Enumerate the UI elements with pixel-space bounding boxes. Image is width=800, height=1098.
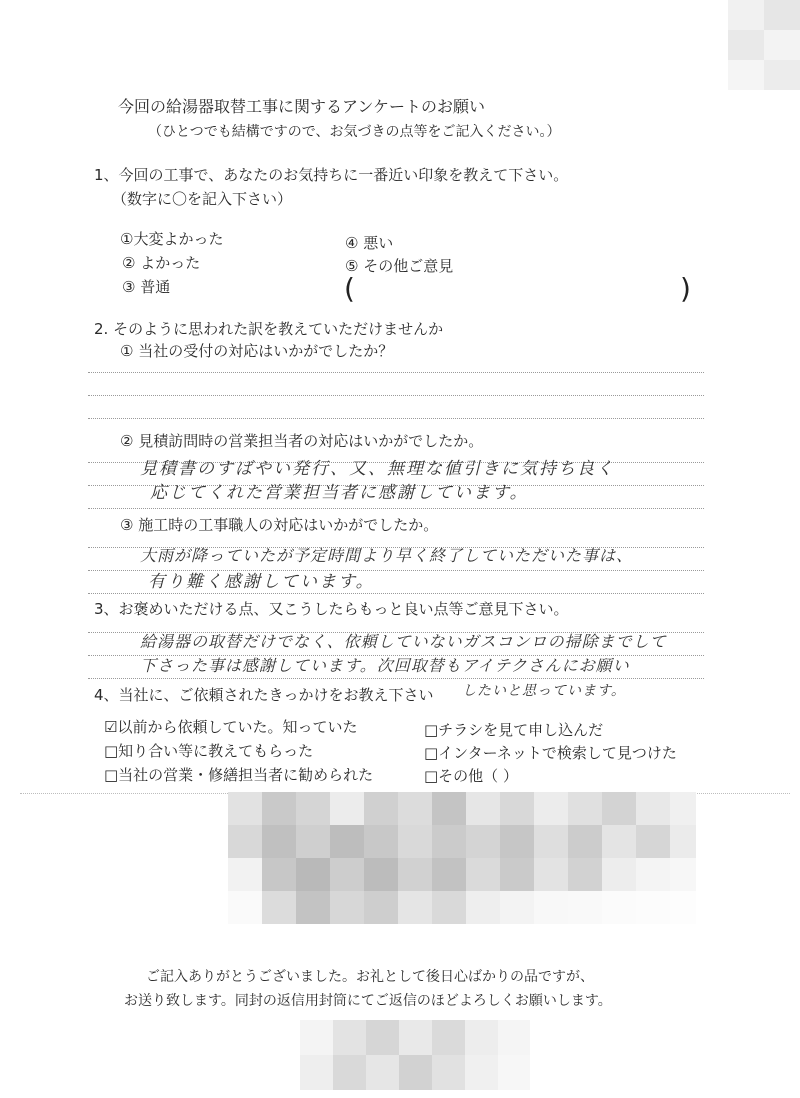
redacted-mosaic-bottom xyxy=(300,1020,530,1090)
q1-option-3[interactable]: ③ 普通 xyxy=(122,278,171,296)
answer-line xyxy=(88,395,704,396)
q3-answer-line2: 下さった事は感謝しています。次回取替もアイテクさんにお願い xyxy=(140,656,630,675)
q2-sub3-answer-line1: 大雨が降っていたが予定時間より早く終了していただいた事は、 xyxy=(140,546,634,565)
q4-option-flyer[interactable]: □チラシを見て申し込んだ xyxy=(424,721,604,739)
answer-line xyxy=(88,678,704,679)
q4-option-referral[interactable]: □知り合い等に教えてもらった xyxy=(104,742,314,760)
q1-question: 1、今回の工事で、あなたのお気持ちに一番近い印象を教えて下さい。 xyxy=(94,166,569,184)
q1-instruction: （数字に〇を記入下さい） xyxy=(112,190,293,208)
redacted-corner xyxy=(728,0,800,90)
survey-title: 今回の給湯器取替工事に関するアンケートのお願い xyxy=(118,97,486,116)
q2-sub3: ③ 施工時の工事職人の対応はいかがでしたか。 xyxy=(120,516,439,534)
q1-option-1[interactable]: ①大変よかった xyxy=(120,230,224,248)
q2-question: 2. そのように思われた訳を教えていただけませんか xyxy=(94,320,444,338)
q2-sub1: ① 当社の受付の対応はいかがでしたか？ xyxy=(120,342,394,360)
footer-line1: ご記入ありがとうございました。お礼として後日心ばかりの品ですが、 xyxy=(146,969,594,985)
q4-option-sales-rep[interactable]: □当社の営業・修繕担当者に勧められた xyxy=(104,766,374,784)
footer-line2: お送り致します。同封の返信用封筒にてご返信のほどよろしくお願いします。 xyxy=(124,993,612,1009)
q4-option-other[interactable]: □その他（ ） xyxy=(424,767,518,785)
q3-question: 3、お褒めいただける点、又こうしたらもっと良い点等ご意見下さい。 xyxy=(94,600,569,618)
q1-option-5[interactable]: ⑤ その他ご意見 xyxy=(345,257,454,275)
q2-sub2-answer-line1: 見積書のすばやい発行、又、無理な値引きに気持ち良く xyxy=(140,459,615,479)
survey-subtitle: （ひとつでも結構ですので、お気づきの点等をご記入ください。） xyxy=(148,124,561,140)
q1-option-4[interactable]: ④ 悪い xyxy=(345,234,394,252)
q1-other-paren-close: ) xyxy=(680,272,691,305)
q1-other-paren-open: ( xyxy=(344,272,355,305)
q2-sub2: ② 見積訪問時の営業担当者の対応はいかがでしたか。 xyxy=(120,432,484,450)
q2-sub3-answer-line2: 有り難く感謝しています。 xyxy=(148,572,375,592)
q4-option-internet[interactable]: □インターネットで検索して見つけた xyxy=(424,744,677,762)
q3-answer-line1: 給湯器の取替だけでなく、依頼していないガスコンロの掃除までして xyxy=(140,632,667,651)
redacted-mosaic xyxy=(228,792,696,924)
q2-sub2-answer-line2: 応じてくれた営業担当者に感謝しています。 xyxy=(150,483,529,503)
q3-answer-line3: したいと思っています。 xyxy=(462,683,626,699)
q1-option-2[interactable]: ② よかった xyxy=(122,254,201,272)
answer-line xyxy=(88,593,704,594)
answer-line xyxy=(88,418,704,419)
q4-question: 4、当社に、ご依頼されたきっかけをお教え下さい xyxy=(94,686,434,704)
answer-line xyxy=(88,508,704,509)
q4-option-known[interactable]: ☑以前から依頼していた。知っていた xyxy=(104,718,358,736)
answer-line xyxy=(88,372,704,373)
